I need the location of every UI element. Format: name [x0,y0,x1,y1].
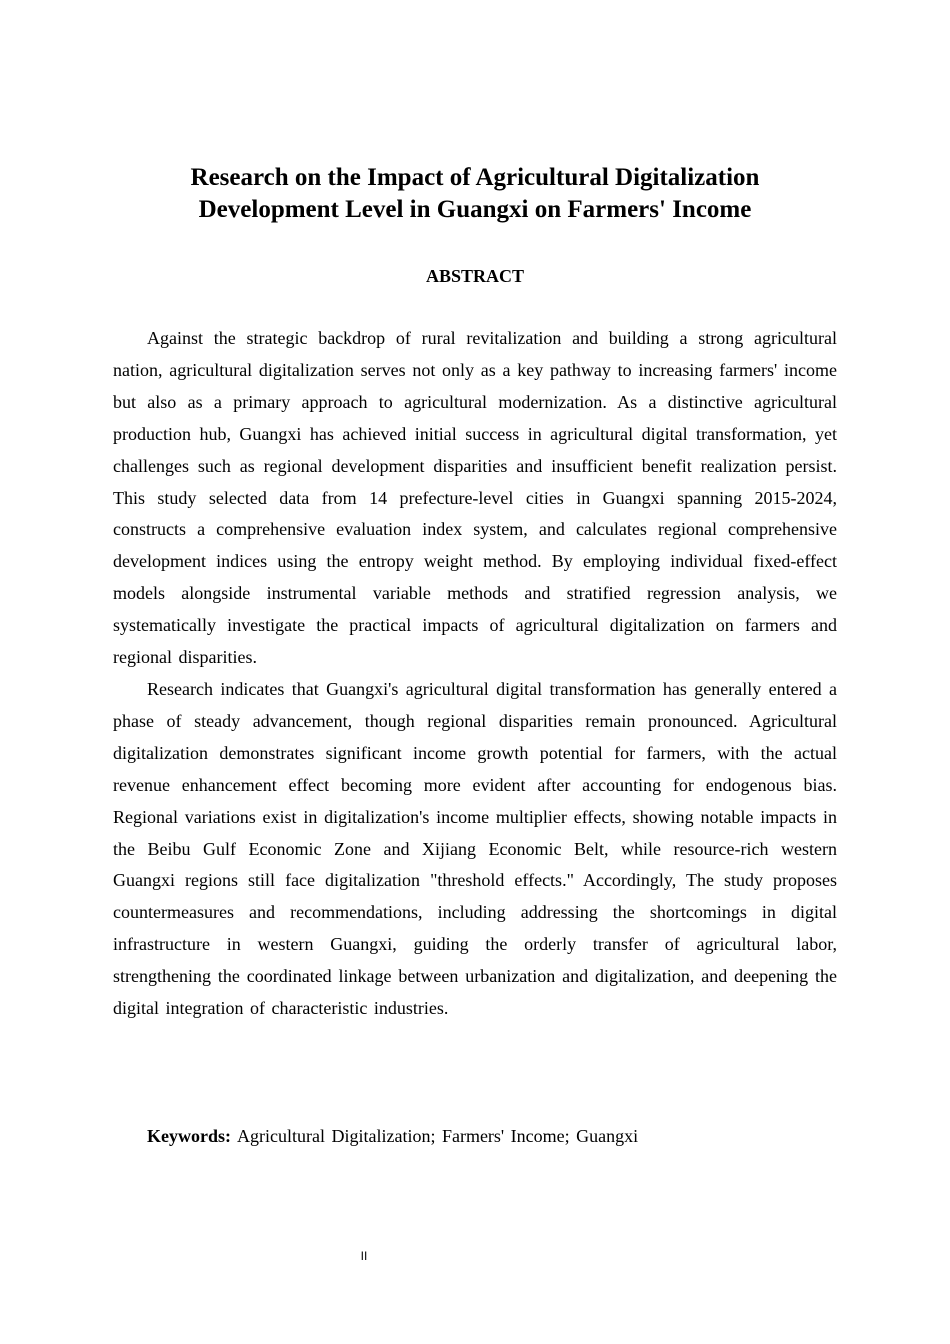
paper-title [100,162,850,226]
title-line-2: Development Level in Guangxi on Farmers' Income [198,196,752,223]
keywords-value: Agricultural Digitalization; Farmers' Income; Guangxi [237,1126,639,1146]
title-line-1: Research on the Impact of Agricultural Digitalization [190,164,760,191]
page-number: II [360,1249,368,1263]
abstract-heading: ABSTRACT [425,266,525,286]
keywords-line [147,1122,847,1150]
keywords-label: Keywords: [147,1126,231,1146]
abstract-paragraph-2: Research indicates that Guangxi's agricultural digital transformation has generally entered a phase of steady advancement, though regional disparities remain pronounced. Agricultural digitalization demonstrates significant income growth potential for farmers, with the actual revenue enhancement effect becoming more evident after accounting for endogenous bias. Regional variations exist in digitalization's income multiplier effects, showing notable impacts in the Beibu Gulf Economic Zone and Xijiang Economic Belt, while resource-rich western Guangxi regions still face digitalization "threshold effects." Accordingly, The study proposes countermeasures and recommendations, including addressing the shortcomings in digital infrastructure in western Guangxi, guiding the orderly transfer of agricultural labor, strengthening the coordinated linkage between urbanization and digitalization, and deepening the digital integration of characteristic industries. [113,678,837,1019]
abstract-paragraph-1: Against the strategic backdrop of rural revitalization and building a strong agricultural nation, agricultural digitalization serves not only as a key pathway to increasing farmers' income but also as a primary approach to agricultural modernization. As a distinctive agricultural production hub, Guangxi has achieved initial success in agricultural digital transformation, yet challenges such as regional development disparities and insufficient benefit realization persist. This study selected data from 14 prefecture-level cities in Guangxi spanning 2015-2024, constructs a comprehensive evaluation index system, and calculates regional comprehensive development indices using the entropy weight method. By employing individual fixed-effect models alongside instrumental variable methods and stratified regression analysis, we systematically investigate the practical impacts of agricultural digitalization on farmers and regional disparities. [113,328,837,668]
abstract-body [113,323,837,1025]
